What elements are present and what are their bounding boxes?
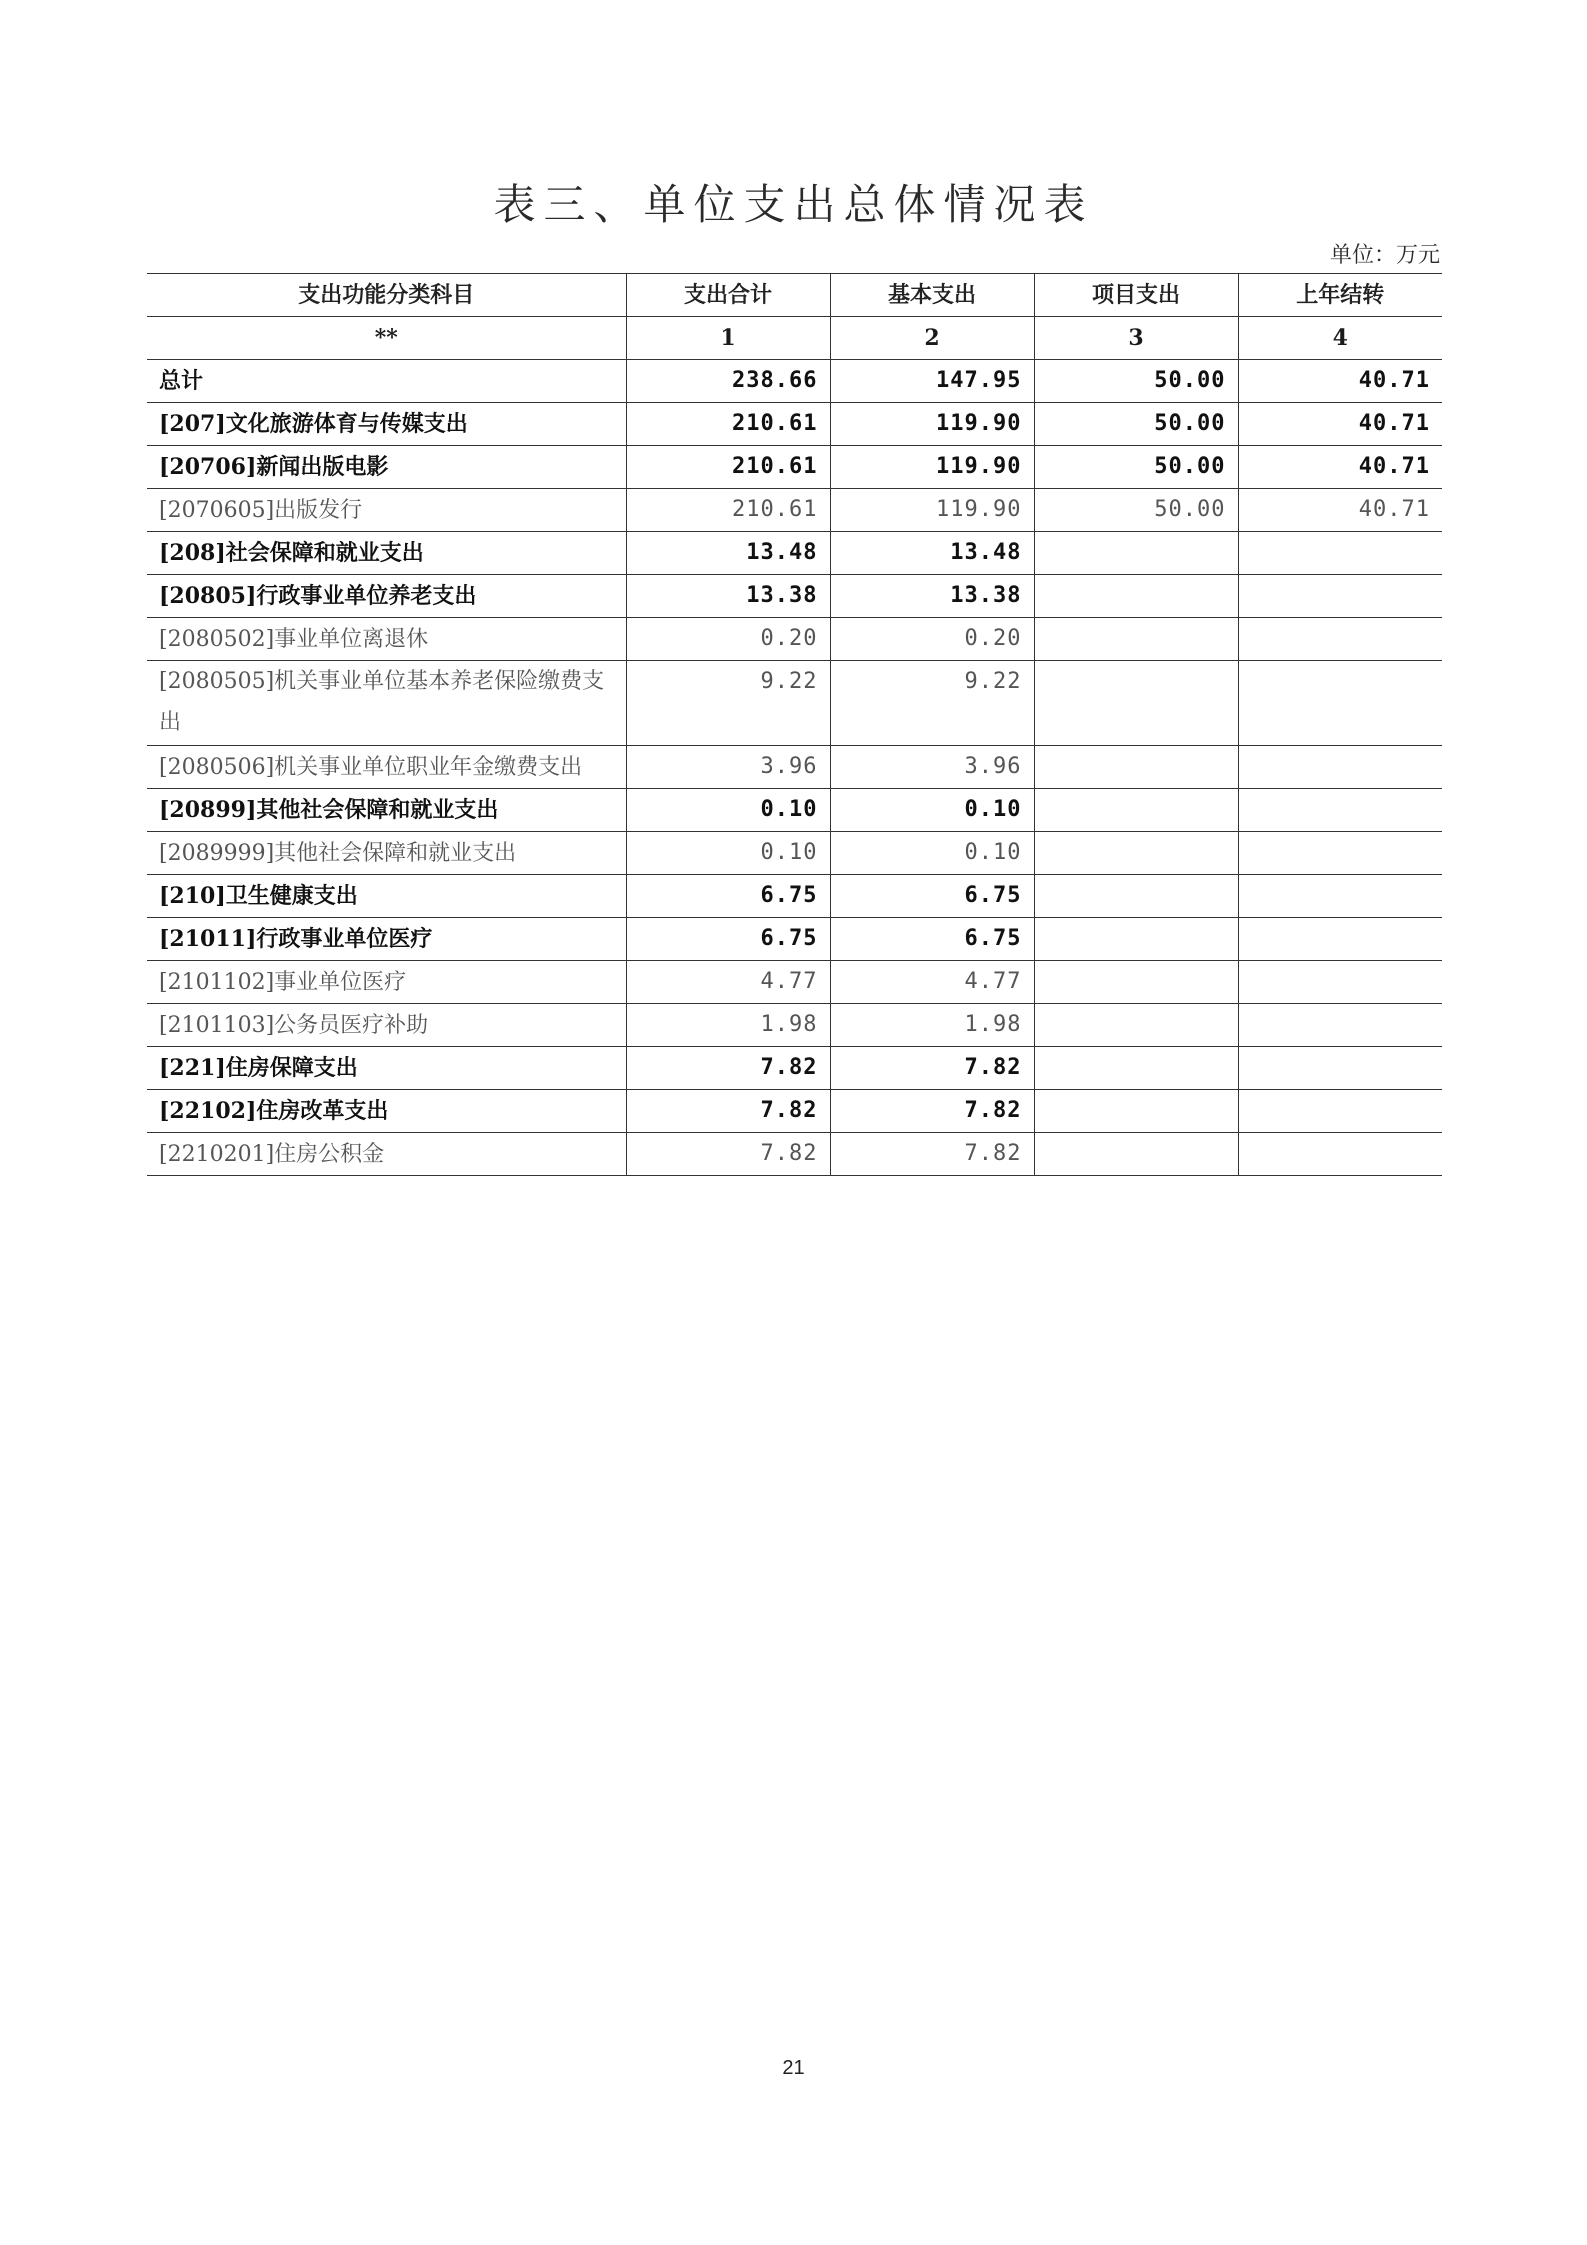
carryover-cell (1238, 532, 1442, 575)
category-cell: [20805]行政事业单位养老支出 (147, 575, 626, 618)
header-total: 支出合计 (626, 274, 830, 317)
project-cell (1034, 875, 1238, 918)
total-cell: 7.82 (626, 1090, 830, 1133)
carryover-cell (1238, 875, 1442, 918)
category-cell: [2080505]机关事业单位基本养老保险缴费支出 (147, 661, 626, 746)
category-cell: [2070605]出版发行 (147, 489, 626, 532)
basic-cell: 119.90 (830, 446, 1034, 489)
project-cell: 50.00 (1034, 489, 1238, 532)
carryover-cell (1238, 832, 1442, 875)
basic-cell: 0.10 (830, 832, 1034, 875)
category-cell: [2080502]事业单位离退休 (147, 618, 626, 661)
page-number: 21 (782, 2057, 805, 2079)
total-cell: 0.20 (626, 618, 830, 661)
basic-cell: 1.98 (830, 1004, 1034, 1047)
total-cell: 6.75 (626, 875, 830, 918)
index-cell: ** (147, 317, 626, 360)
table-row (147, 532, 1442, 575)
total-cell: 210.61 (626, 403, 830, 446)
basic-cell: 7.82 (830, 1090, 1034, 1133)
project-cell (1034, 618, 1238, 661)
carryover-cell (1238, 918, 1442, 961)
category-cell: [207]文化旅游体育与传媒支出 (147, 403, 626, 446)
total-cell: 6.75 (626, 918, 830, 961)
project-cell (1034, 575, 1238, 618)
total-cell: 238.66 (626, 360, 830, 403)
table-row (147, 832, 1442, 875)
table-row (147, 489, 1442, 532)
carryover-cell (1238, 1133, 1442, 1176)
project-cell (1034, 532, 1238, 575)
project-cell (1034, 961, 1238, 1004)
category-cell: [20899]其他社会保障和就业支出 (147, 789, 626, 832)
category-cell: [2210201]住房公积金 (147, 1133, 626, 1176)
total-cell: 9.22 (626, 661, 830, 746)
table-row (147, 961, 1442, 1004)
category-cell: [20706]新闻出版电影 (147, 446, 626, 489)
unit-label: 单位：万元 (1329, 243, 1440, 268)
carryover-cell: 40.71 (1238, 446, 1442, 489)
carryover-cell (1238, 1004, 1442, 1047)
total-cell: 0.10 (626, 832, 830, 875)
project-cell (1034, 746, 1238, 789)
category-cell: [21011]行政事业单位医疗 (147, 918, 626, 961)
table-row (147, 575, 1442, 618)
total-cell: 210.61 (626, 489, 830, 532)
basic-cell: 6.75 (830, 918, 1034, 961)
category-cell: [2080506]机关事业单位职业年金缴费支出 (147, 746, 626, 789)
category-cell: [208]社会保障和就业支出 (147, 532, 626, 575)
basic-cell: 9.22 (830, 661, 1034, 746)
basic-cell: 3.96 (830, 746, 1034, 789)
total-cell: 3.96 (626, 746, 830, 789)
total-cell: 0.10 (626, 789, 830, 832)
carryover-cell: 40.71 (1238, 489, 1442, 532)
table-row (147, 1090, 1442, 1133)
basic-cell: 13.38 (830, 575, 1034, 618)
table-row (147, 875, 1442, 918)
carryover-cell (1238, 618, 1442, 661)
basic-cell: 6.75 (830, 875, 1034, 918)
basic-cell: 7.82 (830, 1047, 1034, 1090)
table-index-row (147, 317, 1442, 360)
header-basic: 基本支出 (830, 274, 1034, 317)
project-cell (1034, 918, 1238, 961)
category-cell: 总计 (147, 360, 626, 403)
basic-cell: 7.82 (830, 1133, 1034, 1176)
project-cell (1034, 1090, 1238, 1133)
basic-cell: 13.48 (830, 532, 1034, 575)
table-row (147, 1133, 1442, 1176)
index-cell: 1 (626, 317, 830, 360)
category-cell: [22102]住房改革支出 (147, 1090, 626, 1133)
page-title: 表三、单位支出总体情况表 (493, 180, 1094, 229)
table-row (147, 1004, 1442, 1047)
basic-cell: 147.95 (830, 360, 1034, 403)
carryover-cell (1238, 575, 1442, 618)
project-cell: 50.00 (1034, 446, 1238, 489)
carryover-cell: 40.71 (1238, 360, 1442, 403)
category-cell: [2089999]其他社会保障和就业支出 (147, 832, 626, 875)
category-cell: [221]住房保障支出 (147, 1047, 626, 1090)
project-cell: 50.00 (1034, 403, 1238, 446)
table-row (147, 661, 1442, 746)
category-cell: [2101102]事业单位医疗 (147, 961, 626, 1004)
basic-cell: 0.10 (830, 789, 1034, 832)
total-cell: 13.38 (626, 575, 830, 618)
carryover-cell (1238, 961, 1442, 1004)
table-row (147, 746, 1442, 789)
category-cell: [2101103]公务员医疗补助 (147, 1004, 626, 1047)
header-category: 支出功能分类科目 (147, 274, 626, 317)
table-row (147, 403, 1442, 446)
index-cell: 3 (1034, 317, 1238, 360)
project-cell (1034, 1133, 1238, 1176)
expenditure-table (147, 273, 1442, 1176)
project-cell (1034, 1047, 1238, 1090)
project-cell (1034, 832, 1238, 875)
basic-cell: 0.20 (830, 618, 1034, 661)
header-carryover: 上年结转 (1238, 274, 1442, 317)
carryover-cell: 40.71 (1238, 403, 1442, 446)
carryover-cell (1238, 661, 1442, 746)
basic-cell: 4.77 (830, 961, 1034, 1004)
total-cell: 210.61 (626, 446, 830, 489)
project-cell (1034, 789, 1238, 832)
carryover-cell (1238, 1047, 1442, 1090)
carryover-cell (1238, 1090, 1442, 1133)
table-row (147, 789, 1442, 832)
table-row (147, 360, 1442, 403)
header-project: 项目支出 (1034, 274, 1238, 317)
total-cell: 1.98 (626, 1004, 830, 1047)
project-cell (1034, 661, 1238, 746)
category-cell: [210]卫生健康支出 (147, 875, 626, 918)
total-cell: 7.82 (626, 1047, 830, 1090)
carryover-cell (1238, 746, 1442, 789)
total-cell: 13.48 (626, 532, 830, 575)
table-row (147, 918, 1442, 961)
project-cell: 50.00 (1034, 360, 1238, 403)
index-cell: 2 (830, 317, 1034, 360)
total-cell: 4.77 (626, 961, 830, 1004)
table-row (147, 446, 1442, 489)
table-header-row (147, 274, 1442, 317)
index-cell: 4 (1238, 317, 1442, 360)
table-row (147, 1047, 1442, 1090)
total-cell: 7.82 (626, 1133, 830, 1176)
table-row (147, 618, 1442, 661)
carryover-cell (1238, 789, 1442, 832)
project-cell (1034, 1004, 1238, 1047)
basic-cell: 119.90 (830, 489, 1034, 532)
basic-cell: 119.90 (830, 403, 1034, 446)
